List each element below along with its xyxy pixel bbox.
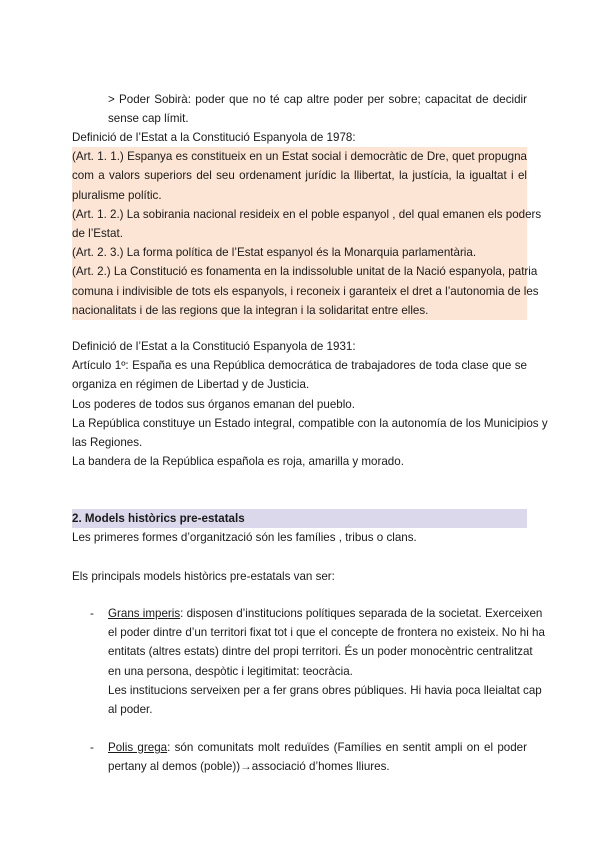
- article-line: comuna i indivisible de tots els espanyols, i reconeix i garanteix el dret a l’autonomia de les: [72, 282, 527, 301]
- article-line: La República constituye un Estado integral, compatible con la autonomía de los Municipios y: [72, 416, 548, 430]
- item-first-rest: : disposen d’institucions polítiques separada de la societat. Exerceixen: [180, 607, 543, 620]
- definition-title: Definició de l’Estat a la Constitució Espanyola de 1978:: [72, 131, 356, 144]
- article-line: de l’Estat.: [72, 224, 527, 243]
- article-line: nacionalitats i de las regions que la integran i la solidaritat entre elles.: [72, 301, 527, 320]
- article-line: pluralisme polític.: [72, 186, 527, 205]
- article-line: las Regiones.: [72, 435, 143, 449]
- article-line: (Art. 2.) La Constitució es fonamenta en la indissoluble unitat de la Nació espanyola, patria: [72, 262, 527, 281]
- item-line: en una persona, despòtic i legitimitat: teocràcia.: [108, 664, 353, 678]
- definition-1931: [72, 337, 548, 471]
- list-item-polis-grega: [108, 738, 527, 776]
- section-intro: Les primeres formes d’organització són les famílies , tribus o clans.: [72, 531, 417, 545]
- list-dash: -: [90, 607, 94, 620]
- definition-1978: [72, 128, 542, 320]
- note-line: > Poder Sobirà: poder que no té cap altre poder per sobre; capacitat de decidir: [108, 93, 527, 106]
- article-line: Artículo 1º: España es una República democrática de trabajadores de toda clase que se: [72, 359, 527, 373]
- article-line: Los poderes de todos sus órganos emanan del pueblo.: [72, 397, 355, 411]
- item-line: el poder dintre d’un territori fixat tot i que el concepte de frontera no existeix. No hi ha: [108, 626, 545, 640]
- item-line: al poder.: [108, 702, 153, 716]
- definition-title: Definició de l’Estat a la Constitució Espanyola de 1931:: [72, 340, 356, 353]
- list-dash: -: [90, 741, 94, 754]
- poder-sobira-note: [72, 90, 527, 128]
- section-2: [72, 509, 527, 547]
- item-term: Grans imperis: [108, 607, 181, 620]
- item-line: Les institucions serveixen per a fer grans obres públiques. Hi havia poca lleialtat cap: [108, 683, 542, 697]
- section-heading: 2. Models històrics pre-estatals: [72, 509, 527, 528]
- article-line: (Art. 1. 2.) La sobirania nacional resideix en el poble espanyol , del qual emanen els poders: [72, 205, 527, 224]
- section-lead: Els principals models històrics pre-estatals van ser:: [72, 570, 335, 583]
- article-line: (Art. 2. 3.) La forma política de l’Estat espanyol és la Monarquia parlamentària.: [72, 243, 527, 262]
- article-line: com a valors superiors del seu ordenament jurídic la llibertat, la justícia, la igualtat i el: [72, 166, 527, 185]
- article-line: organiza en régimen de Libertad y de Justicia.: [72, 378, 310, 392]
- article-line: La bandera de la República española es roja, amarilla y morado.: [72, 455, 404, 469]
- item-first-rest: : són comunitats molt reduïdes (Famílies en sentit ampli on el poder: [167, 741, 527, 754]
- item-first-line: [108, 604, 543, 623]
- note-line: sense cap límit.: [108, 112, 189, 126]
- section-lead-block: [72, 567, 527, 586]
- article-line: (Art. 1. 1.) Espanya es constitueix en un Estat social i democràtic de Dre, quet propugna: [72, 147, 527, 166]
- list-item-grans-imperis: [108, 604, 545, 719]
- item-line: pertany al demos (poble))→associació d’homes lliures.: [108, 760, 390, 774]
- item-first-line: [108, 738, 527, 757]
- item-line: entitats (altres estats) dintre del propi territori. És un poder monocèntric centralitzat: [108, 645, 533, 659]
- item-term: Polis grega: [108, 741, 168, 754]
